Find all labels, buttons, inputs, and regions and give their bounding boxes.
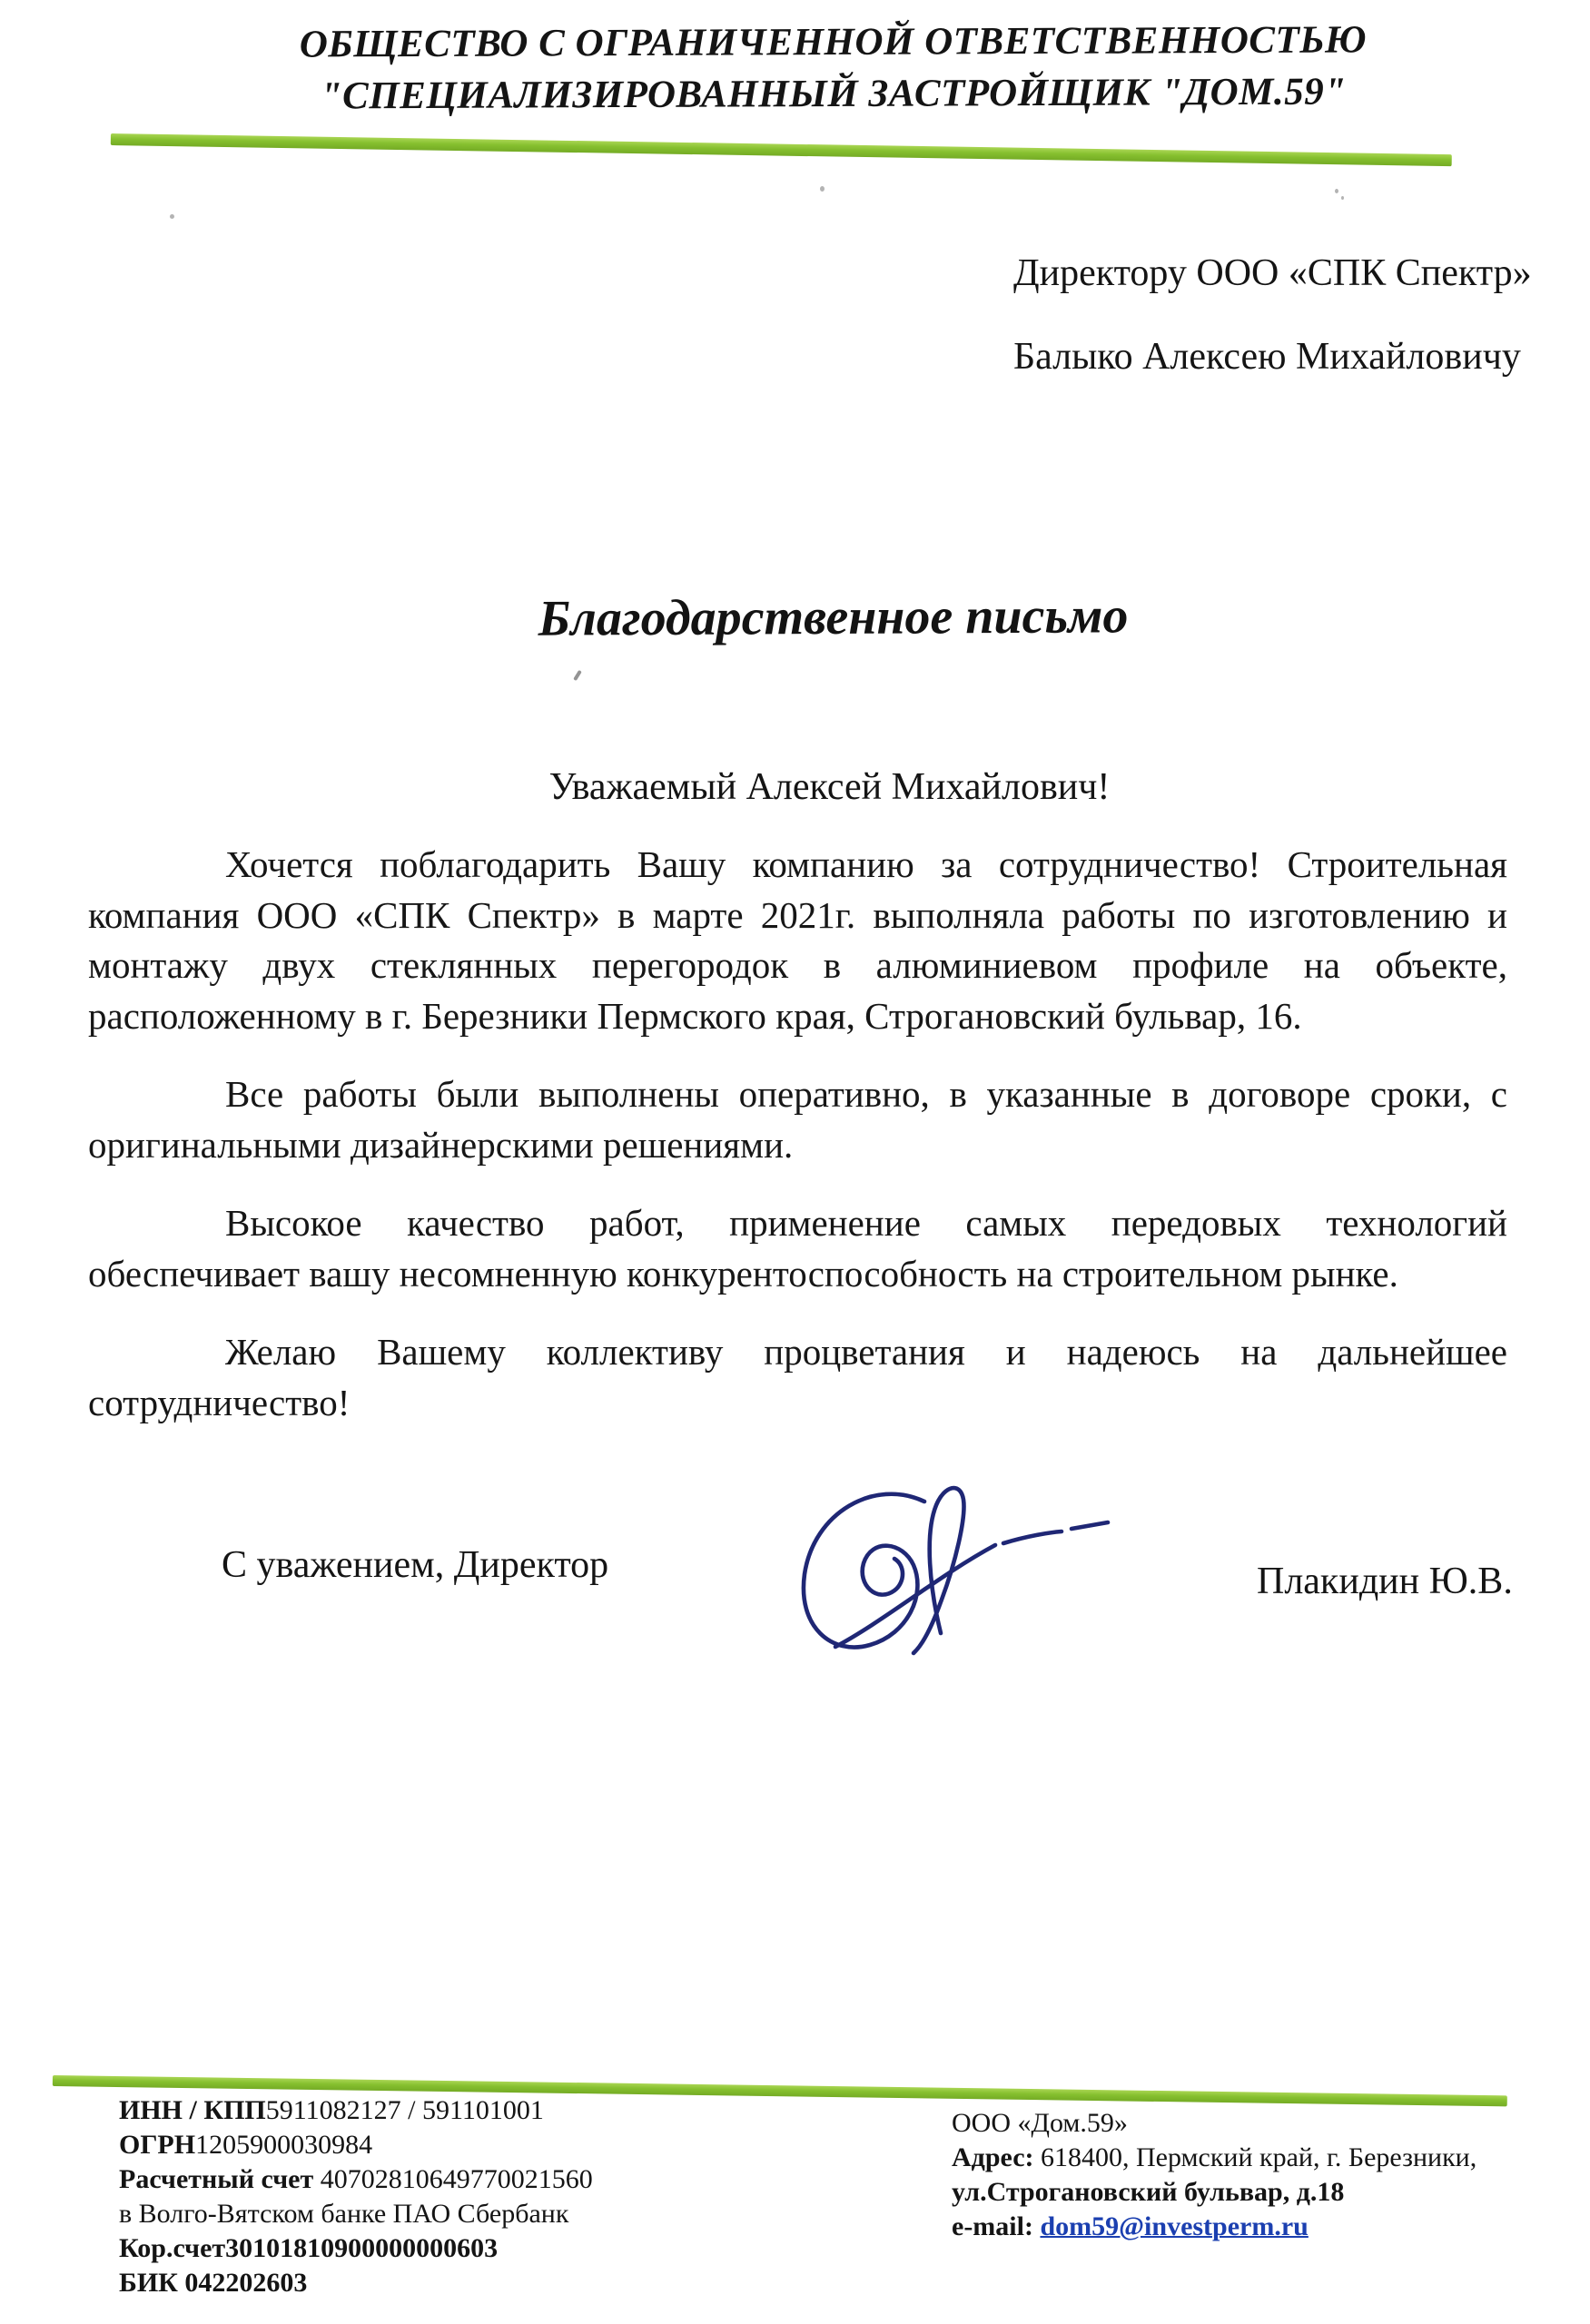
paragraph-1: Хочется поблагодарить Вашу компанию за сотрудничество! Строительная компания ООО «СПК Спектр» в марте 2021г. выполняла работы по изготовлению и монтажу двух стеклянных перегородок в алюминиевом профиле на объекте, расположенному в г. Березники Пермского края, Строгановский бульвар, 16. bbox=[88, 843, 1507, 1037]
footer-company-name: ООО «Дом.59» bbox=[952, 2108, 1128, 2138]
handwritten-signature bbox=[788, 1465, 1117, 1663]
footer-address-line2: ул.Строгановский бульвар, д.18 bbox=[952, 2177, 1345, 2207]
scan-artifact bbox=[820, 186, 825, 192]
letter-body bbox=[88, 840, 1507, 1456]
scan-artifact bbox=[573, 670, 582, 681]
footer-requisites bbox=[119, 2093, 593, 2300]
letterhead-line2: "СПЕЦИАЛИЗИРОВАННЫЙ ЗАСТРОЙЩИК "ДОМ.59" bbox=[320, 70, 1347, 118]
addressee-position: Директору ООО «СПК Спектр» bbox=[1013, 252, 1532, 294]
letterhead-line1: ОБЩЕСТВО С ОГРАНИЧЕННОЙ ОТВЕТСТВЕННОСТЬЮ bbox=[299, 18, 1368, 66]
paragraph-2: Все работы были выполнены оперативно, в указанные в договоре сроки, с оригинальными дизайнерскими решениями. bbox=[88, 1073, 1507, 1166]
scan-artifact bbox=[1335, 189, 1338, 193]
addressee-name: Балыко Алексею Михайловичу bbox=[1013, 336, 1521, 378]
paragraph-4: Желаю Вашему коллективу процветания и надеюсь на дальнейшее сотрудничество! bbox=[88, 1331, 1507, 1423]
footer-bank: в Волго-Вятском банке ПАО Сбербанк bbox=[119, 2199, 569, 2229]
addressee-block bbox=[1013, 251, 1532, 379]
footer-address-line1: Адрес: 618400, Пермский край, г. Березники, bbox=[952, 2142, 1477, 2172]
salutation: Уважаемый Алексей Михайлович! bbox=[548, 766, 1111, 808]
footer-corr-account: Кор.счет30101810900000000603 bbox=[119, 2233, 499, 2263]
footer-contacts bbox=[952, 2106, 1476, 2244]
signature-closing: С уважением, Директор bbox=[222, 1544, 609, 1586]
email-link[interactable]: dom59@investperm.ru bbox=[1040, 2211, 1309, 2241]
footer-settlement-account: Расчетный счет 40702810649770021560 bbox=[119, 2164, 593, 2194]
footer-bik: БИК 042202603 bbox=[119, 2268, 308, 2298]
document-title: Благодарственное письмо bbox=[538, 587, 1129, 647]
footer-email-line: e-mail: dom59@investperm.ru bbox=[952, 2211, 1309, 2241]
letterhead bbox=[38, 13, 1590, 123]
header-green-rule bbox=[111, 133, 1452, 166]
signature-name: Плакидин Ю.В. bbox=[1257, 1561, 1513, 1602]
scan-artifact bbox=[170, 214, 174, 219]
footer-inn-kpp: ИНН / КПП5911082127 / 591101001 bbox=[119, 2095, 544, 2125]
scan-artifact bbox=[1341, 196, 1344, 200]
paragraph-3: Высокое качество работ, применение самых передовых технологий обеспечивает вашу несомненную конкурентоспособность на строительном рынке. bbox=[88, 1202, 1507, 1295]
footer-ogrn: ОГРН1205900030984 bbox=[119, 2130, 373, 2160]
